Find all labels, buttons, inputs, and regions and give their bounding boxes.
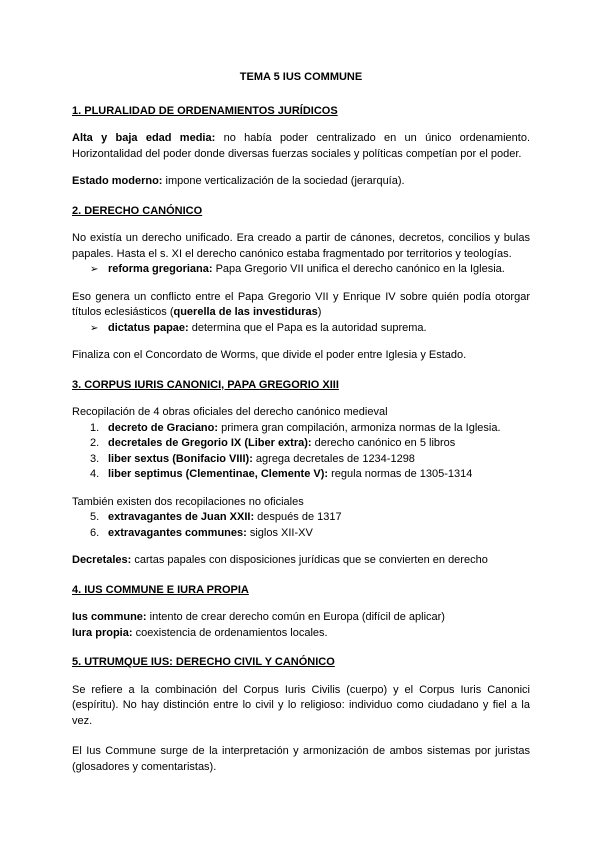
term-alta-baja-edad-media: Alta y baja edad media:	[72, 132, 216, 144]
bullet-reforma-gregoriana: ➢ reforma gregoriana: Papa Gregorio VII unifica el derecho canónico en la Iglesia.	[72, 262, 530, 278]
section-5-paragraph-2: El Ius Commune surge de la interpretación y armonización de ambos sistemas por juristas (glosadores y comentaristas).	[72, 745, 530, 773]
section-2-paragraph-2: Eso genera un conflicto entre el Papa Gregorio VII y Enrique IV sobre quién podía otorgar títulos eclesiásticos (querella de las investiduras)	[72, 290, 530, 318]
section-3-intro: Recopilación de 4 obras oficiales del derecho canónico medieval	[72, 406, 388, 418]
section-1-heading: 1. PLURALIDAD DE ORDENAMIENTOS JURÍDICOS	[72, 104, 338, 117]
section-2-paragraph-1: No existía un derecho unificado. Era creado a partir de cánones, decretos, concilios y bulas papales. Hasta el s. XI el derecho canónico estaba fragmentado por territorios y teologías.	[72, 232, 530, 260]
section-3-intro-2: También existen dos recopilaciones no oficiales	[72, 495, 304, 508]
arrow-bullet-icon: ➢	[90, 322, 99, 334]
list-item: 6. extravagantes communes: siglos XII-XV	[90, 526, 313, 539]
list-item: 5. extravagantes de Juan XXII: después de 1317	[90, 511, 342, 523]
section-2-heading: 2. DERECHO CANÓNICO	[72, 204, 203, 217]
section-4-heading: 4. IUS COMMUNE E IURA PROPIA	[72, 583, 249, 596]
document-title: TEMA 5 IUS COMMUNE	[239, 71, 363, 83]
list-item: 4. liber septimus (Clementinae, Clemente V): regula normas de 1305-1314	[90, 468, 473, 480]
section-3-heading: 3. CORPUS IURIS CANONICI, PAPA GREGORIO XIII	[72, 378, 339, 391]
unofficial-compilations-list	[72, 510, 530, 541]
term-estado-moderno: Estado moderno:	[72, 175, 163, 187]
section-2-paragraph-3: Finaliza con el Concordato de Worms, que divide el poder entre Iglesia y Estado.	[72, 349, 467, 361]
section-5-heading: 5. UTRUMQUE IUS: DERECHO CIVIL Y CANÓNICO	[72, 656, 335, 668]
bullet-dictatus-papae: ➢ dictatus papae: determina que el Papa es la autoridad suprema.	[72, 321, 530, 337]
list-item: 3. liber sextus (Bonifacio VIII): agrega decretales de 1234-1298	[90, 452, 415, 465]
document-page	[72, 70, 530, 787]
section-4-definitions: Ius commune: intento de crear derecho común en Europa (difícil de aplicar) Iura propia: coexistencia de ordenamientos locales.	[72, 611, 445, 639]
section-3-decretales: Decretales: cartas papales con disposiciones jurídicas que se convierten en derecho	[72, 554, 488, 566]
section-1-paragraph-1: Alta y baja edad media: no había poder centralizado en un único ordenamiento. Horizontalidad del poder donde diversas fuerzas sociales y políticas competían por el poder.	[72, 132, 531, 160]
list-item: 1. decreto de Graciano: primera gran compilación, armoniza normas de la Iglesia.	[90, 421, 501, 434]
section-5-paragraph-1: Se refiere a la combinación del Corpus Iuris Civilis (cuerpo) y el Corpus Iuris Canonici (espíritu). No hay distinción entre lo civil y lo religioso: individuo como ciudadano y fiel a la vez.	[72, 683, 530, 727]
arrow-bullet-icon: ➢	[90, 264, 99, 275]
list-item: 2. decretales de Gregorio IX (Liber extra): derecho canónico en 5 libros	[90, 437, 456, 449]
official-compilations-list	[72, 421, 530, 483]
section-1-paragraph-2: Estado moderno: impone verticalización de la sociedad (jerarquía).	[72, 175, 405, 187]
